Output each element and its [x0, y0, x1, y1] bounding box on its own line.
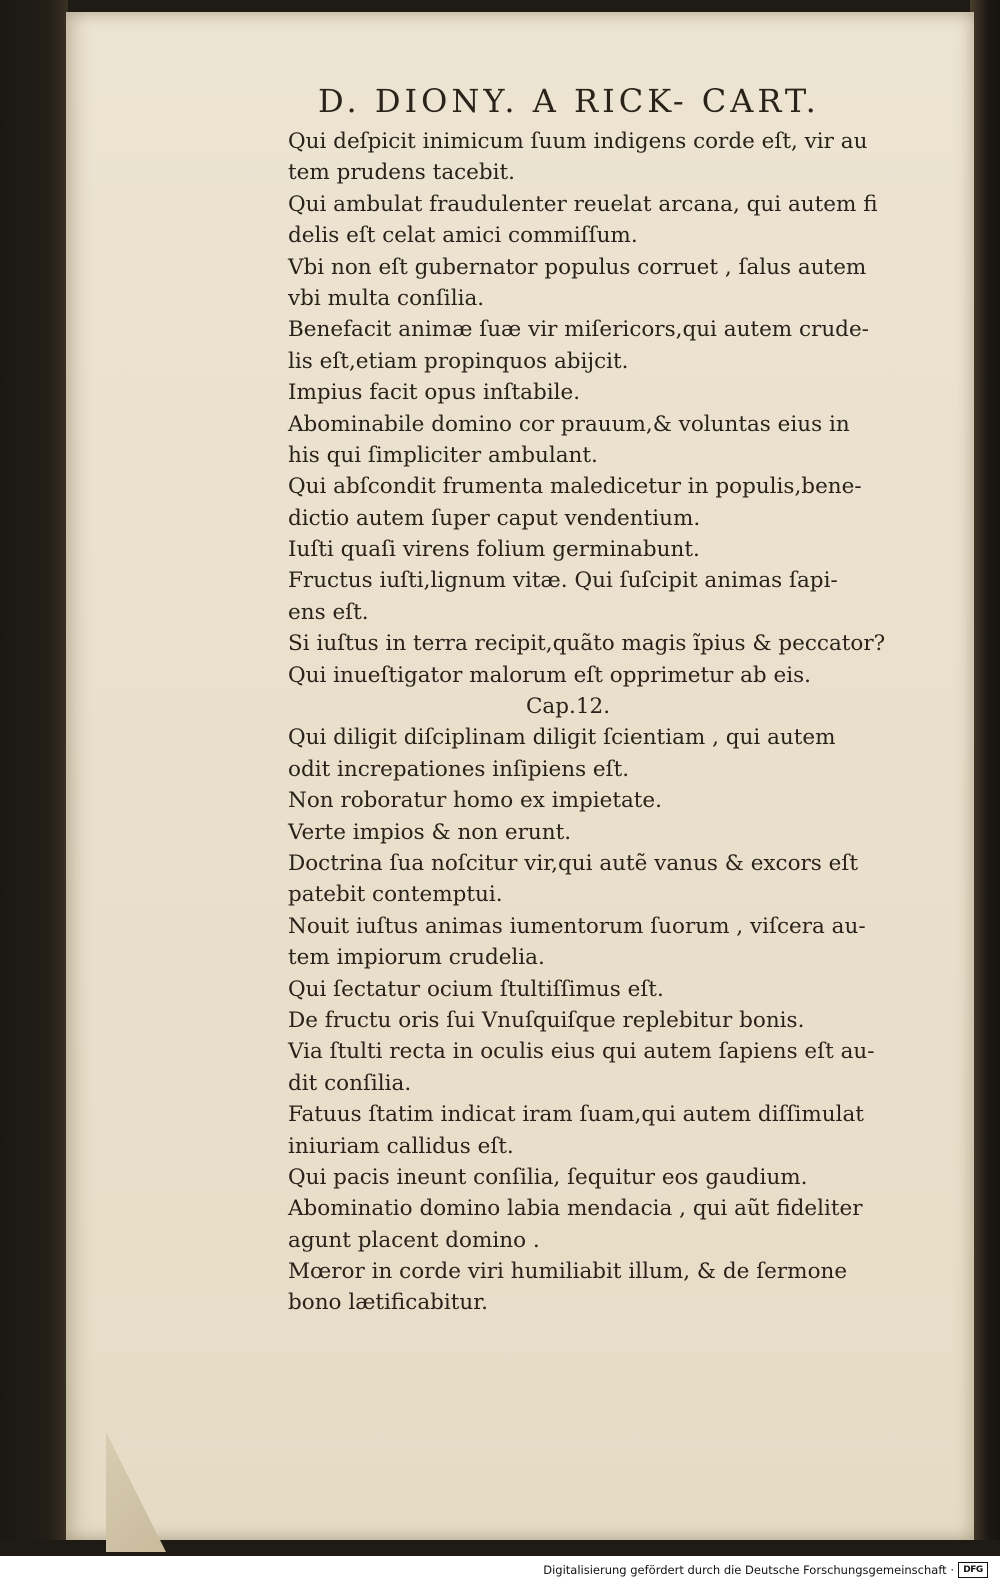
funding-credit: Digitalisierung gefördert durch die Deutsche Forschungsgemeinschaft ·: [543, 1563, 954, 1577]
text-line: Iuſti quaſi virens folium germinabunt.: [288, 537, 700, 563]
scan-edge-left: [0, 0, 68, 1587]
text-line: Via ſtulti recta in oculis eius qui autem ſapiens eſt au-: [288, 1039, 875, 1065]
text-line: tem impiorum crudelia.: [288, 945, 545, 971]
text-line: agunt placent domino .: [288, 1227, 540, 1253]
text-line: Qui inueſtigator malorum eſt opprimetur ab eis.: [288, 662, 811, 688]
text-line: Qui abſcondit frumenta maledicetur in populis,bene-: [288, 474, 862, 500]
text-line: Verte impios & non erunt.: [288, 819, 572, 845]
text-line: delis eſt celat amici commiſſum.: [288, 223, 638, 249]
text-line: bono lætificabitur.: [288, 1290, 489, 1316]
text-line: De fructu oris ſui Vnuſquiſque replebitur bonis.: [288, 1007, 805, 1033]
scan-edge-right: [970, 0, 1000, 1556]
text-line: his qui ſimpliciter ambulant.: [288, 442, 598, 468]
text-line: iniuriam callidus eſt.: [288, 1133, 514, 1159]
text-line: Abominabile domino cor prauum,& voluntas eius in: [288, 411, 850, 437]
text-line: Abominatio domino labia mendacia , qui aũt fideliter: [288, 1196, 863, 1222]
text-line: vbi multa conſilia.: [288, 285, 485, 311]
text-line: lis eſt,etiam propinquos abijcit.: [288, 348, 629, 374]
text-line: Vbi non eſt gubernator populus corruet , ſalus autem: [288, 254, 867, 280]
text-line: Mœror in corde viri humiliabit illum, & de ſermone: [288, 1259, 848, 1285]
text-line: Nouit iuſtus animas iumentorum ſuorum , viſcera au-: [288, 913, 866, 939]
text-line: Qui deſpicit inimicum ſuum indigens corde eſt, vir au: [288, 129, 868, 154]
text-line: odit increpationes inſipiens eſt.: [288, 756, 630, 782]
scan-edge-top: [0, 0, 1000, 12]
text-line: Fructus iuſti,lignum vitæ. Qui ſuſcipit animas ſapi-: [288, 568, 838, 594]
dfg-logo: DFG: [958, 1562, 988, 1578]
text-line: Qui pacis ineunt conſilia, ſequitur eos gaudium.: [288, 1164, 808, 1190]
text-line: Benefacit animæ ſuæ vir miſericors,qui autem crude-: [288, 317, 869, 343]
text-line: tem prudens tacebit.: [288, 160, 516, 186]
text-line: Doctrina ſua noſcitur vir,qui autẽ vanus & excors eſt: [288, 850, 858, 876]
page-corner-fold: [106, 1432, 166, 1552]
text-line: patebit contemptui.: [288, 882, 503, 908]
chapter-heading: Cap.12.: [525, 694, 611, 720]
text-line: Fatuus ſtatim indicat iram ſuam,qui autem diſſimulat: [288, 1102, 864, 1128]
text-line: dit conſilia.: [288, 1070, 412, 1096]
text-line: dictio autem ſuper caput vendentium.: [288, 505, 701, 531]
text-line: Impius facit opus inſtabile.: [288, 380, 581, 406]
text-line: Qui ſectatur ocium ſtultiſſimus eſt.: [288, 976, 664, 1002]
text-line: Si iuſtus in terra recipit,quãto magis ĩpius & peccator?: [288, 631, 886, 657]
text-line: Qui diligit diſciplinam diligit ſcientiam , qui autem: [288, 725, 836, 751]
text-line: Qui ambulat fraudulenter reuelat arcana, qui autem fi: [288, 191, 878, 217]
text-line: ens eſt.: [288, 599, 369, 625]
running-head: D. DIONY. A RICK- CART.: [318, 82, 820, 120]
body-text: [288, 126, 968, 1319]
text-line: Non roboratur homo ex impietate.: [288, 788, 662, 814]
